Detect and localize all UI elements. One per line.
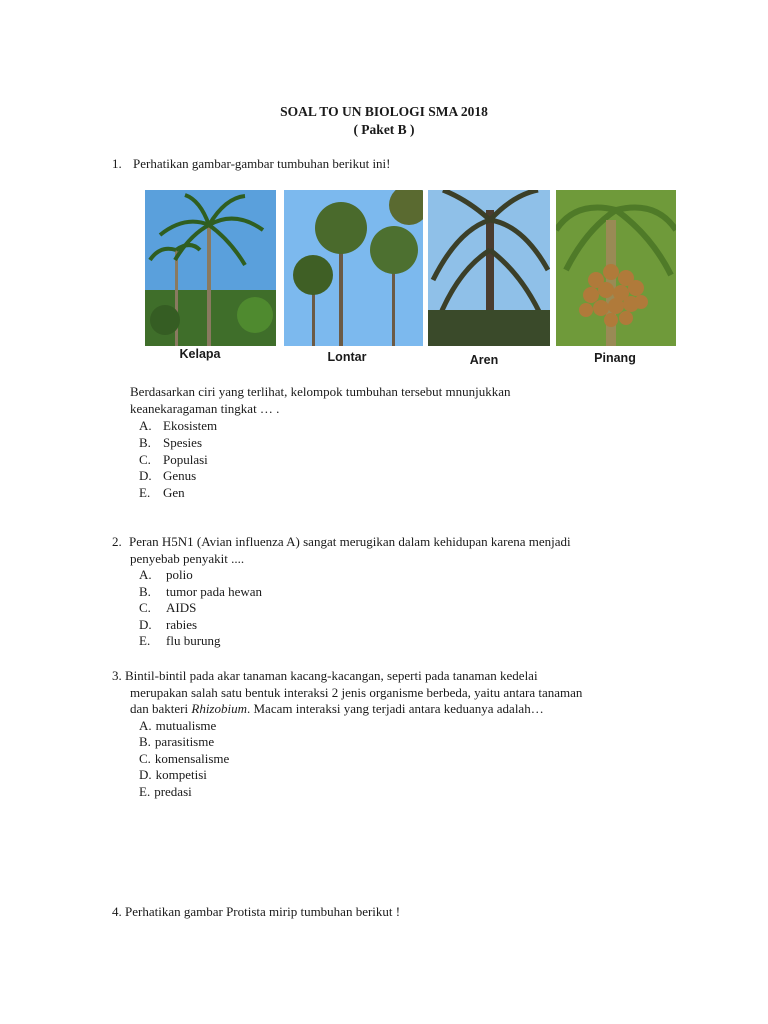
question-number: 3. bbox=[112, 668, 122, 683]
page-subtitle: ( Paket B ) bbox=[353, 122, 415, 137]
question-stem-line: Peran H5N1 (Avian influenza A) sangat merugikan dalam kehidupan karena menjadi bbox=[129, 534, 571, 549]
option-e[interactable]: E. flu burung bbox=[139, 633, 221, 648]
question-number: 2. bbox=[112, 534, 122, 549]
question-stem-line: Berdasarkan ciri yang terlihat, kelompok tumbuhan tersebut mnunjukkan bbox=[130, 384, 511, 399]
pinang-photo bbox=[556, 190, 676, 346]
question-stem-line: keanekaragaman tingkat … . bbox=[130, 401, 280, 416]
question-3 bbox=[112, 668, 538, 684]
question-1 bbox=[112, 156, 391, 172]
option-d[interactable]: D. kompetisi bbox=[139, 767, 207, 782]
option-b[interactable]: B. tumor pada hewan bbox=[139, 584, 263, 599]
option-d[interactable]: D. rabies bbox=[139, 617, 198, 632]
question-number: 4. bbox=[112, 904, 122, 919]
option-e[interactable]: E. Gen bbox=[139, 485, 185, 500]
option-c[interactable]: C. AIDS bbox=[139, 600, 197, 615]
question-stem-line: Bintil-bintil pada akar tanaman kacang-kacangan, seperti pada tanaman kedelai bbox=[125, 668, 538, 683]
species-name: Rhizobium bbox=[191, 701, 247, 716]
question-intro: Perhatikan gambar-gambar tumbuhan berikut ini! bbox=[133, 156, 391, 171]
caption-pinang: Pinang bbox=[594, 351, 636, 365]
caption-kelapa: Kelapa bbox=[179, 347, 221, 361]
question-2 bbox=[112, 534, 571, 550]
caption-lontar: Lontar bbox=[327, 350, 367, 364]
option-e[interactable]: E. predasi bbox=[139, 784, 192, 799]
option-c[interactable]: C. Populasi bbox=[139, 452, 208, 467]
question-stem-line: merupakan salah satu bentuk interaksi 2 jenis organisme berbeda, yaitu antara tanaman bbox=[130, 685, 583, 700]
option-a[interactable]: A. mutualisme bbox=[139, 718, 217, 733]
question-stem-line: penyebab penyakit .... bbox=[130, 551, 245, 566]
page-title: SOAL TO UN BIOLOGI SMA 2018 bbox=[280, 104, 488, 119]
option-d[interactable]: D. Genus bbox=[139, 468, 197, 483]
option-b[interactable]: B. Spesies bbox=[139, 435, 202, 450]
question-stem-line: dan bakteri Rhizobium. Macam interaksi yang terjadi antara keduanya adalah… bbox=[130, 701, 544, 716]
question-4 bbox=[112, 904, 400, 920]
lontar-photo bbox=[284, 190, 423, 346]
aren-photo bbox=[428, 190, 550, 346]
option-b[interactable]: B. parasitisme bbox=[139, 734, 215, 749]
option-a[interactable]: A. Ekosistem bbox=[139, 418, 218, 433]
option-c[interactable]: C. komensalisme bbox=[139, 751, 230, 766]
kelapa-photo bbox=[145, 190, 276, 346]
caption-aren: Aren bbox=[469, 353, 499, 367]
option-a[interactable]: A. polio bbox=[139, 567, 193, 582]
question-intro: Perhatikan gambar Protista mirip tumbuhan berikut ! bbox=[125, 904, 401, 919]
question-number: 1. bbox=[112, 156, 122, 171]
